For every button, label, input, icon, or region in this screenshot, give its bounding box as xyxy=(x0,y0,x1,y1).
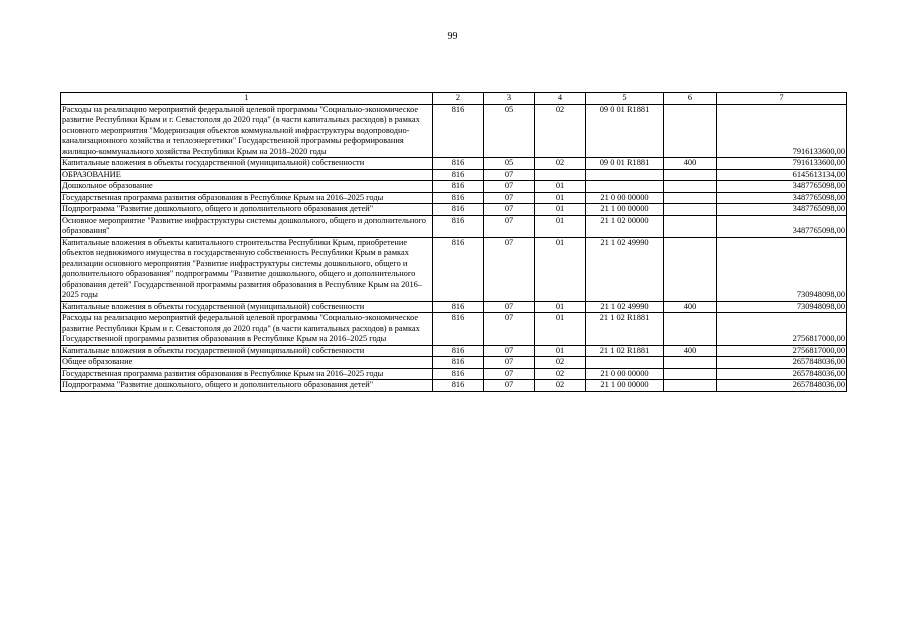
target-article-code: 21 0 00 00000 xyxy=(586,192,664,204)
row-name: Капитальные вложения в объекты капитального строительства Республики Крым, приобретение объектов недвижимого имущества в государственную собственность Республики Крым в рамках реализации основного мероприятия "Развитие инфраструктуры системы дошкольного, общего и дополнительного образования" подпрограммы "Развитие дошкольного, общего и дополнительного образования детей" Государственной программы развития образования в Республике Крым на 2016–2025 годы xyxy=(61,237,433,301)
table-row xyxy=(61,380,847,392)
row-name: Подпрограмма "Развитие дошкольного, общего и дополнительного образования детей" xyxy=(61,204,433,216)
section-code: 07 xyxy=(484,380,535,392)
ministry-code: 816 xyxy=(433,237,484,301)
row-name: Государственная программа развития образования в Республике Крым на 2016–2025 годы xyxy=(61,192,433,204)
column-number-4: 4 xyxy=(535,93,586,105)
table-row xyxy=(61,237,847,301)
subsection-code: 01 xyxy=(535,313,586,346)
subsection-code: 02 xyxy=(535,104,586,158)
expense-type-code xyxy=(664,169,717,181)
amount: 730948098,00 xyxy=(717,301,847,313)
amount: 2657848036,00 xyxy=(717,357,847,369)
ministry-code: 816 xyxy=(433,169,484,181)
amount: 2657848036,00 xyxy=(717,380,847,392)
ministry-code: 816 xyxy=(433,345,484,357)
table-row xyxy=(61,357,847,369)
row-name: Государственная программа развития образования в Республике Крым на 2016–2025 годы xyxy=(61,368,433,380)
header-row xyxy=(61,93,847,105)
section-code: 05 xyxy=(484,158,535,170)
section-code: 07 xyxy=(484,204,535,216)
target-article-code: 21 1 02 49990 xyxy=(586,301,664,313)
section-code: 07 xyxy=(484,169,535,181)
ministry-code: 816 xyxy=(433,313,484,346)
target-article-code xyxy=(586,357,664,369)
section-code: 07 xyxy=(484,237,535,301)
table-row xyxy=(61,313,847,346)
target-article-code: 21 1 02 49990 xyxy=(586,237,664,301)
table-row xyxy=(61,345,847,357)
expense-type-code xyxy=(664,204,717,216)
page-number: 99 xyxy=(447,31,458,42)
table-row xyxy=(61,169,847,181)
section-code: 05 xyxy=(484,104,535,158)
ministry-code: 816 xyxy=(433,368,484,380)
amount: 730948098,00 xyxy=(717,237,847,301)
ministry-code: 816 xyxy=(433,158,484,170)
amount: 6145613134,00 xyxy=(717,169,847,181)
subsection-code: 02 xyxy=(535,357,586,369)
row-name: Капитальные вложения в объекты государственной (муниципальной) собственности xyxy=(61,301,433,313)
ministry-code: 816 xyxy=(433,181,484,193)
row-name: Дошкольное образование xyxy=(61,181,433,193)
amount: 2756817000,00 xyxy=(717,313,847,346)
expense-type-code xyxy=(664,357,717,369)
amount: 7916133600,00 xyxy=(717,158,847,170)
section-code: 07 xyxy=(484,313,535,346)
section-code: 07 xyxy=(484,345,535,357)
target-article-code: 21 1 02 R1881 xyxy=(586,345,664,357)
section-code: 07 xyxy=(484,368,535,380)
table-row xyxy=(61,215,847,237)
amount: 3487765098,00 xyxy=(717,181,847,193)
target-article-code: 21 1 02 00000 xyxy=(586,215,664,237)
expense-type-code xyxy=(664,215,717,237)
subsection-code: 01 xyxy=(535,301,586,313)
section-code: 07 xyxy=(484,192,535,204)
subsection-code: 01 xyxy=(535,192,586,204)
budget-table xyxy=(60,92,847,392)
ministry-code: 816 xyxy=(433,204,484,216)
expense-type-code xyxy=(664,192,717,204)
subsection-code: 01 xyxy=(535,237,586,301)
expense-type-code xyxy=(664,380,717,392)
column-number-1: 1 xyxy=(61,93,433,105)
ministry-code: 816 xyxy=(433,192,484,204)
row-name: Капитальные вложения в объекты государственной (муниципальной) собственности xyxy=(61,345,433,357)
subsection-code: 02 xyxy=(535,368,586,380)
subsection-code: 02 xyxy=(535,158,586,170)
ministry-code: 816 xyxy=(433,380,484,392)
column-number-7: 7 xyxy=(717,93,847,105)
column-number-5: 5 xyxy=(586,93,664,105)
subsection-code xyxy=(535,169,586,181)
expense-type-code xyxy=(664,368,717,380)
table-row xyxy=(61,204,847,216)
amount: 2657848036,00 xyxy=(717,368,847,380)
ministry-code: 816 xyxy=(433,357,484,369)
target-article-code xyxy=(586,169,664,181)
target-article-code: 21 1 00 00000 xyxy=(586,380,664,392)
ministry-code: 816 xyxy=(433,215,484,237)
target-article-code xyxy=(586,181,664,193)
amount: 3487765098,00 xyxy=(717,204,847,216)
table-row xyxy=(61,158,847,170)
subsection-code: 01 xyxy=(535,181,586,193)
expense-type-code: 400 xyxy=(664,345,717,357)
row-name: ОБРАЗОВАНИЕ xyxy=(61,169,433,181)
row-name: Расходы на реализацию мероприятий федеральной целевой программы "Социально-экономическое развитие Республики Крым и г. Севастополя до 2020 года" (в части капитальных расходов) в рамках Государственной программы развития образования в Республике Крым на 2016–2025 годы xyxy=(61,313,433,346)
column-number-2: 2 xyxy=(433,93,484,105)
amount: 3487765098,00 xyxy=(717,215,847,237)
ministry-code: 816 xyxy=(433,104,484,158)
table-row xyxy=(61,301,847,313)
row-name: Подпрограмма "Развитие дошкольного, общего и дополнительного образования детей" xyxy=(61,380,433,392)
amount: 7916133600,00 xyxy=(717,104,847,158)
expense-type-code: 400 xyxy=(664,301,717,313)
amount: 3487765098,00 xyxy=(717,192,847,204)
subsection-code: 02 xyxy=(535,380,586,392)
table-row xyxy=(61,192,847,204)
section-code: 07 xyxy=(484,301,535,313)
row-name: Расходы на реализацию мероприятий федеральной целевой программы "Социально-экономическое развитие Республики Крым и г. Севастополя до 2020 года" (в части капитальных расходов) в рамках основного мероприятия "Модернизация объектов коммунальной инфраструктуры водопроводно-канализационного хозяйства и теплоэнергетики" Государственной программы реформирования жилищно-коммунального хозяйства Республики Крым на 2018–2020 годы xyxy=(61,104,433,158)
section-code: 07 xyxy=(484,357,535,369)
table-row xyxy=(61,104,847,158)
row-name: Основное мероприятие "Развитие инфраструктуры системы дошкольного, общего и дополнительного образования" xyxy=(61,215,433,237)
subsection-code: 01 xyxy=(535,345,586,357)
column-number-3: 3 xyxy=(484,93,535,105)
table-row xyxy=(61,181,847,193)
column-number-6: 6 xyxy=(664,93,717,105)
section-code: 07 xyxy=(484,181,535,193)
amount: 2756817000,00 xyxy=(717,345,847,357)
expense-type-code: 400 xyxy=(664,158,717,170)
target-article-code: 21 1 02 R1881 xyxy=(586,313,664,346)
target-article-code: 09 0 01 R1881 xyxy=(586,104,664,158)
subsection-code: 01 xyxy=(535,215,586,237)
expense-type-code xyxy=(664,181,717,193)
section-code: 07 xyxy=(484,215,535,237)
target-article-code: 21 1 00 00000 xyxy=(586,204,664,216)
target-article-code: 09 0 01 R1881 xyxy=(586,158,664,170)
expense-type-code xyxy=(664,104,717,158)
table-row xyxy=(61,368,847,380)
ministry-code: 816 xyxy=(433,301,484,313)
row-name: Капитальные вложения в объекты государственной (муниципальной) собственности xyxy=(61,158,433,170)
subsection-code: 01 xyxy=(535,204,586,216)
row-name: Общее образование xyxy=(61,357,433,369)
target-article-code: 21 0 00 00000 xyxy=(586,368,664,380)
expense-type-code xyxy=(664,313,717,346)
expense-type-code xyxy=(664,237,717,301)
